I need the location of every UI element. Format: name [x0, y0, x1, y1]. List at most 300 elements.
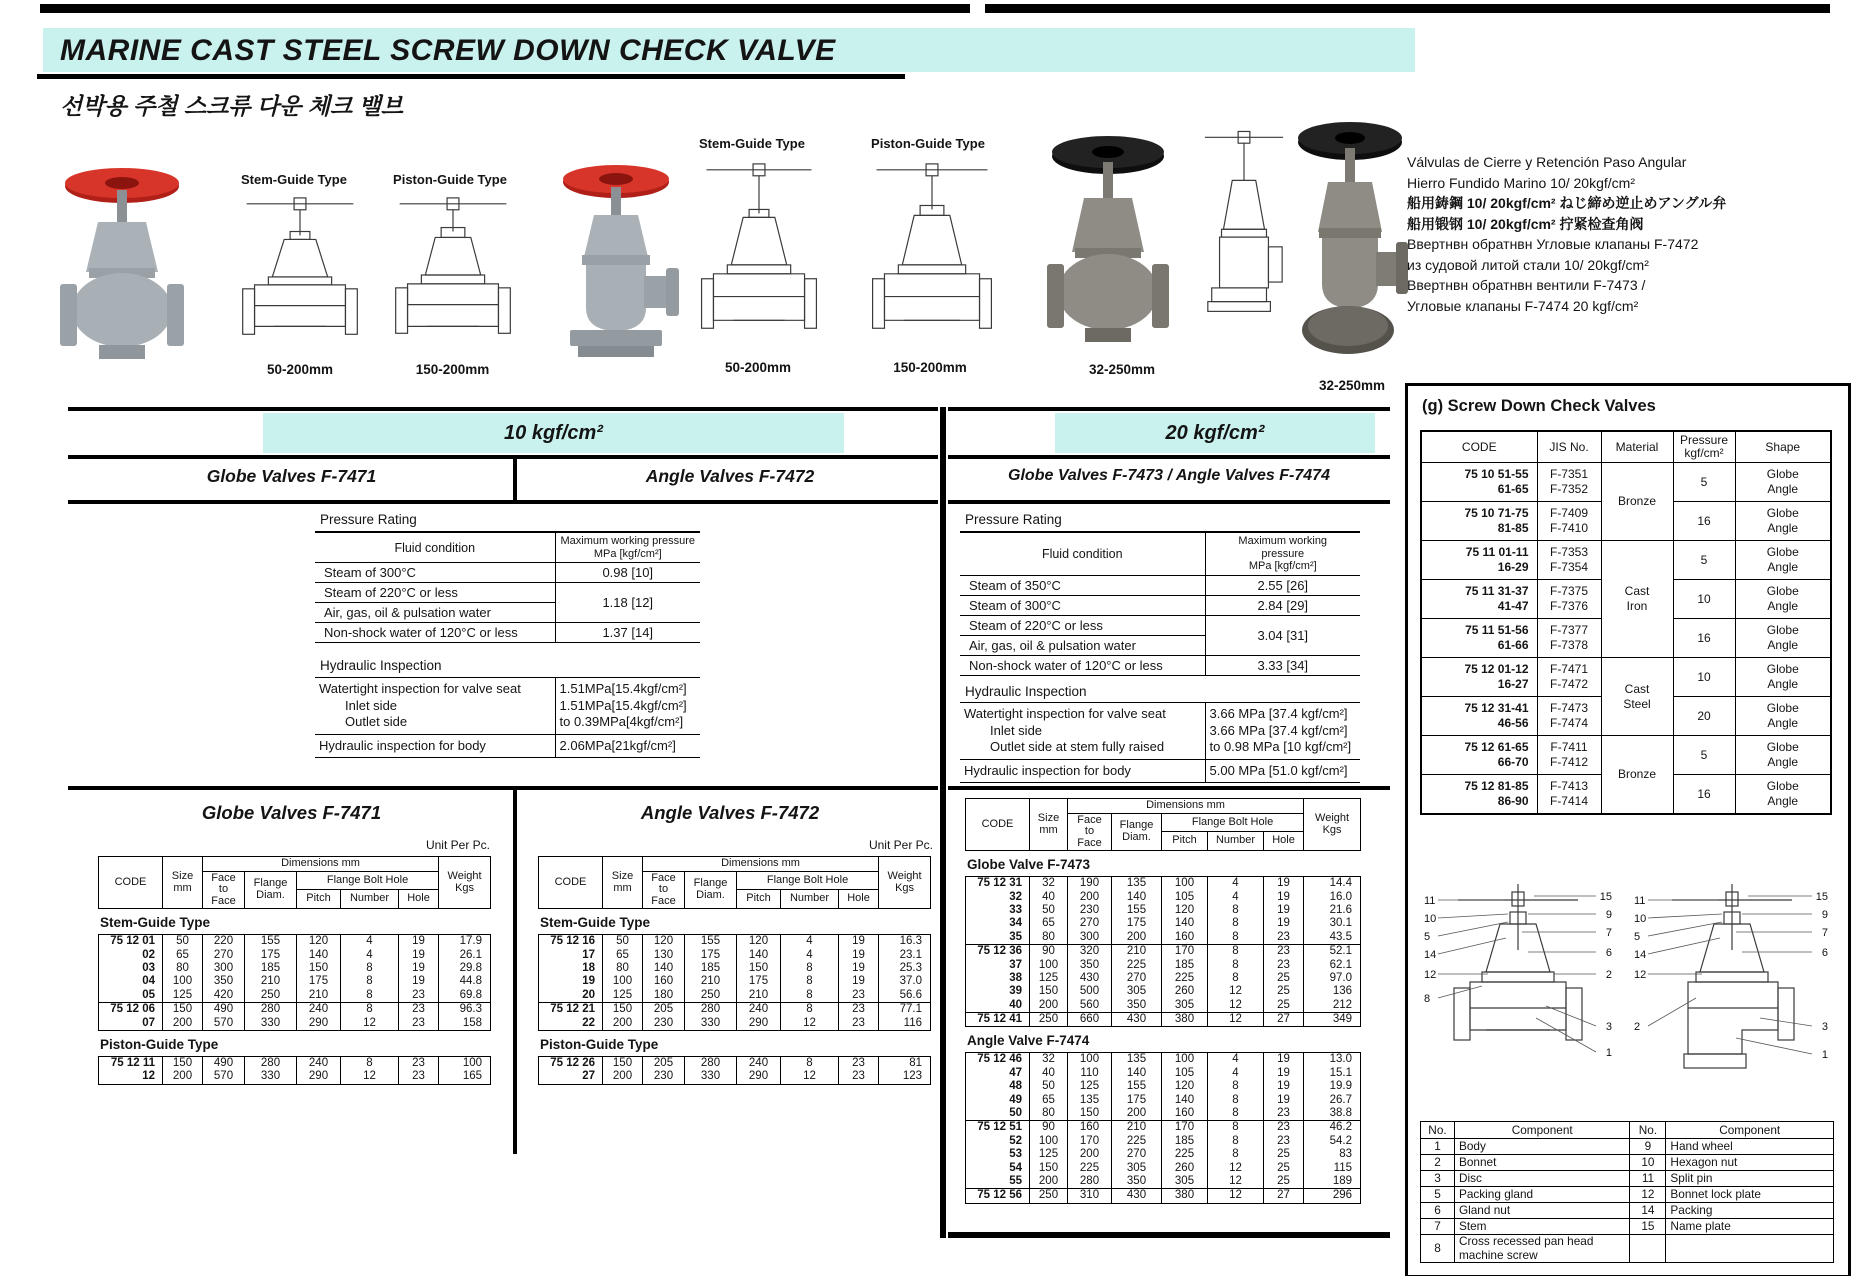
data-cell: 8	[341, 989, 399, 1003]
header-row	[1421, 431, 1831, 463]
callout-number: 5	[1634, 931, 1641, 943]
pressure-cell: 5	[1673, 463, 1735, 502]
text-line: Kgs	[455, 881, 475, 894]
data-cell: 280	[245, 1056, 297, 1070]
table-row	[1421, 658, 1831, 697]
data-cell: 80	[1030, 931, 1068, 945]
unit-per-pc-label: Unit Per Pc.	[425, 838, 490, 852]
text-line: mm	[1039, 823, 1058, 836]
fluid-condition-cell: Steam of 220°C or less	[960, 615, 1205, 635]
pressure-value-cell: 2.84 [29]	[1205, 595, 1360, 615]
text-line: Globe	[1766, 701, 1799, 715]
data-cell: 305	[1162, 1175, 1208, 1189]
text-line: 75 10 51-55	[1464, 467, 1529, 481]
data-cell: 19	[582, 975, 595, 988]
text-line: 5.00 MPa [51.0 kgf/cm²]	[1209, 762, 1348, 778]
text-line: 75 12 31-41	[1464, 701, 1529, 715]
data-cell: 305	[1112, 985, 1162, 998]
data-cell: 210	[685, 975, 737, 988]
text-line: Inlet side	[345, 697, 398, 713]
data-cell: 12	[1208, 1012, 1264, 1026]
intl-line: 船用锻钢 10/ 20kgf/cm² 拧紧检查角阀	[1407, 215, 1644, 232]
callout-number: 11	[1424, 895, 1436, 907]
pressure-rating-title-10: Pressure Rating	[320, 512, 417, 527]
text-line: F-7354	[1549, 560, 1589, 574]
code-cell	[1421, 463, 1537, 502]
pressure-rating-table	[315, 531, 700, 643]
data-cell: 44.8	[439, 975, 491, 988]
table-row	[1421, 541, 1831, 580]
intl-line: Ввертнвн обратнвн вентили F-7473 /	[1407, 277, 1646, 293]
angle-valve-drawing-small	[1200, 120, 1288, 360]
table-row	[1421, 1187, 1834, 1203]
data-cell: 225	[1162, 1148, 1208, 1161]
data-cell: 250	[1030, 1012, 1068, 1026]
text-line: kgf/cm²	[1684, 446, 1724, 460]
fig3-stem-guide-label: Stem-Guide Type	[699, 136, 805, 151]
text-line: Face	[651, 871, 676, 884]
table-row	[1421, 1171, 1834, 1187]
data-cell: 280	[245, 1002, 297, 1016]
data-cell: 200	[1068, 1148, 1112, 1161]
section-divider	[940, 407, 946, 1238]
component-list-table	[1420, 1121, 1834, 1263]
data-cell: 175	[1112, 917, 1162, 930]
table-row	[1421, 463, 1831, 502]
table-row	[539, 1056, 931, 1070]
data-cell: 75 12 06	[99, 1002, 163, 1016]
data-cell: 380	[1162, 1189, 1208, 1203]
data-cell: 69.8	[439, 989, 491, 1003]
callout-number: 1	[1821, 1049, 1828, 1061]
data-cell: 53	[1009, 1148, 1022, 1161]
data-cell: 65	[1030, 1093, 1068, 1106]
component-header: Component	[1454, 1122, 1630, 1139]
intl-line: Válvulas de Cierre y Retención Paso Angular	[1407, 154, 1687, 170]
data-cell: 210	[297, 989, 341, 1003]
data-cell: 26.1	[439, 948, 491, 961]
angle-valve-parts-diagram	[1626, 878, 1838, 1113]
data-cell: 250	[685, 989, 737, 1003]
data-cell: 19	[399, 948, 439, 961]
data-cell: 25	[1264, 1161, 1304, 1174]
flange-diam-header	[1112, 813, 1162, 851]
hole-header: Hole	[1264, 832, 1304, 851]
data-cell: 23	[399, 1016, 439, 1030]
code-cell	[1421, 775, 1537, 815]
data-cell: 4	[1208, 1053, 1264, 1067]
text-line: to	[1084, 825, 1095, 837]
text-line: to 0.39MPa[4kgf/cm²]	[559, 714, 684, 729]
component-name: Hand wheel	[1666, 1139, 1834, 1155]
data-cell: 270	[1112, 1148, 1162, 1161]
table-row	[539, 1070, 931, 1084]
data-cell: 135	[1068, 1093, 1112, 1106]
callout-number: 3	[1605, 1021, 1612, 1033]
code-cell	[1421, 502, 1537, 541]
pressure-rating-title-20: Pressure Rating	[965, 512, 1062, 527]
text-line: Bronze	[1617, 494, 1657, 508]
data-cell: 23	[1264, 958, 1304, 971]
text-line: 3.66 MPa [37.4 kgf/cm²]	[1209, 722, 1348, 738]
text-line: 1.51MPa[15.4kgf/cm²]	[559, 697, 687, 713]
globe-f7471-header: Globe Valves F-7471	[206, 466, 377, 486]
rule	[68, 407, 938, 411]
callout-number: 10	[1634, 913, 1647, 925]
data-cell: 83	[1304, 1148, 1361, 1161]
data-cell: 160	[1068, 1121, 1112, 1135]
dimension-data-table	[965, 1052, 1361, 1203]
data-cell: 8	[1208, 1148, 1264, 1161]
data-cell: 54.2	[1304, 1135, 1361, 1148]
data-cell: 200	[1068, 890, 1112, 903]
text-line: F-7410	[1549, 521, 1589, 535]
jis-cell	[1537, 541, 1601, 580]
table-row	[966, 1093, 1361, 1106]
data-cell: 32	[1030, 1053, 1068, 1067]
pressure-value-cell: 1.37 [14]	[555, 623, 700, 643]
hydraulic-row	[960, 703, 1360, 760]
hydraulic-label-cell	[960, 703, 1205, 760]
fluid-condition-cell: Non-shock water of 120°C or less	[960, 655, 1205, 675]
data-cell: 75 12 51	[966, 1121, 1030, 1135]
rule	[948, 1232, 1390, 1238]
code-cell	[1421, 736, 1537, 775]
table-row	[966, 1053, 1361, 1067]
code-cell	[1421, 541, 1537, 580]
data-cell: 330	[685, 1016, 737, 1030]
data-cell: 205	[643, 1002, 685, 1016]
data-cell: 04	[142, 975, 155, 988]
data-cell: 185	[245, 962, 297, 975]
rule	[948, 455, 1390, 459]
dimension-table-header	[965, 798, 1361, 851]
table-row	[966, 931, 1361, 945]
data-cell: 90	[1030, 1121, 1068, 1135]
shape-cell	[1735, 580, 1831, 619]
data-cell: 120	[1162, 1080, 1208, 1093]
number-header: Number	[781, 890, 839, 909]
dimension-data-table	[98, 934, 491, 1031]
text-line: 3.66 MPa [37.4 kgf/cm²]	[1209, 706, 1348, 721]
fluid-condition-cell: Steam of 350°C	[960, 575, 1205, 595]
text-line: CODE	[114, 875, 147, 888]
table-row	[99, 962, 491, 975]
component-name: Bonnet	[1454, 1155, 1630, 1171]
text-line: Watertight inspection for valve seat	[319, 681, 521, 696]
dimension-data-table	[538, 934, 931, 1031]
table-row	[99, 948, 491, 961]
component-table	[1420, 1121, 1834, 1263]
data-cell: 19	[839, 975, 879, 988]
text-line: F-7351	[1549, 467, 1589, 481]
data-cell: 140	[1112, 1067, 1162, 1080]
text-line: Hydraulic inspection for body	[964, 762, 1131, 778]
data-cell: 350	[1068, 958, 1112, 971]
unit-per-pc-label: Unit Per Pc.	[868, 838, 933, 852]
data-cell: 125	[1030, 1148, 1068, 1161]
data-cell: 160	[1162, 931, 1208, 945]
text-line: 75 12 01-12	[1464, 662, 1529, 676]
text-line: Maximum working	[1238, 535, 1328, 547]
table-row	[966, 917, 1361, 930]
flange-bolt-hole-header: Flange Bolt Hole	[737, 871, 879, 890]
data-cell: 150	[737, 962, 781, 975]
data-cell: 23	[839, 989, 879, 1003]
table-row	[1421, 1155, 1834, 1171]
text-line: F-7376	[1549, 599, 1589, 613]
text-line: Cast	[1624, 681, 1650, 696]
text-line: Globe	[1766, 506, 1799, 520]
component-number: 10	[1630, 1155, 1666, 1171]
table-row	[966, 944, 1361, 958]
data-cell: 165	[439, 1070, 491, 1084]
table-row	[966, 1080, 1361, 1093]
data-cell: 8	[341, 962, 399, 975]
data-cell: 8	[1208, 904, 1264, 917]
data-cell: 200	[603, 1016, 643, 1030]
component-header: Component	[1666, 1122, 1834, 1139]
callout-number: 3	[1821, 1021, 1828, 1033]
data-cell: 185	[1162, 1135, 1208, 1148]
data-cell: 19	[839, 962, 879, 975]
text-line: Face	[211, 871, 236, 884]
data-cell: 200	[163, 1016, 203, 1030]
dimensions-header: Dimensions mm	[203, 857, 439, 872]
text-line: Angle	[1767, 716, 1799, 730]
rule	[948, 500, 1390, 504]
data-cell: 19.9	[1304, 1080, 1361, 1093]
data-cell: 125	[1030, 972, 1068, 985]
rule	[948, 407, 1390, 411]
pressure-row	[960, 655, 1360, 675]
hydraulic-inspection-table	[960, 702, 1360, 783]
jis-header: JIS No.	[1537, 431, 1601, 463]
data-cell: 150	[163, 1056, 203, 1070]
flange-diam-header	[245, 871, 297, 909]
data-cell: 65	[603, 948, 643, 961]
guide-type-label: Piston-Guide Type	[540, 1036, 659, 1052]
data-cell: 225	[1162, 972, 1208, 985]
data-cell: 19	[1264, 1093, 1304, 1106]
piston-guide-drawing-2	[868, 154, 996, 354]
data-cell: 23	[399, 1056, 439, 1070]
table-row	[966, 972, 1361, 985]
data-cell: 02	[142, 948, 155, 961]
data-cell: 23	[1264, 931, 1304, 945]
data-cell: 12	[341, 1070, 399, 1084]
text-line: Hydraulic inspection for body	[319, 737, 486, 753]
callout-number: 14	[1634, 949, 1647, 961]
component-name: Name plate	[1666, 1219, 1834, 1235]
data-cell: 4	[341, 935, 399, 949]
data-cell: 19	[1264, 1053, 1304, 1067]
pressure-cell: 10	[1673, 580, 1735, 619]
data-cell: 32	[1030, 877, 1068, 891]
data-cell: 125	[163, 989, 203, 1003]
data-cell: 8	[341, 1056, 399, 1070]
guide-type-label: Stem-Guide Type	[100, 915, 211, 930]
data-cell: 40	[1030, 890, 1068, 903]
data-cell: 29.8	[439, 962, 491, 975]
pressure-rating-table-20	[960, 531, 1360, 676]
data-cell: 300	[1068, 931, 1112, 945]
number-header: Number	[1208, 832, 1264, 851]
data-cell: 48	[1009, 1080, 1022, 1093]
data-cell: 39	[1009, 985, 1022, 998]
data-cell: 23	[1264, 1107, 1304, 1121]
component-name: Bonnet lock plate	[1666, 1187, 1834, 1203]
component-name: Body	[1454, 1139, 1630, 1155]
intl-line: из судовой литой стали 10/ 20kgf/cm²	[1407, 256, 1649, 273]
top-scan-bar-left	[40, 4, 970, 13]
text-line: Angle	[1767, 599, 1799, 613]
data-cell: 35	[1009, 930, 1022, 943]
text-line: F-7352	[1549, 482, 1589, 496]
text-line: Weight	[447, 870, 482, 882]
text-line: CODE	[554, 875, 587, 888]
fluid-condition-header: Fluid condition	[315, 532, 555, 563]
fig1-size-label: 50-200mm	[266, 362, 334, 377]
fig4-piston-guide-label: Piston-Guide Type	[871, 136, 985, 151]
code-cell	[1421, 619, 1537, 658]
text-line: F-7412	[1549, 755, 1589, 769]
shape-cell	[1735, 658, 1831, 697]
data-cell: 150	[1068, 1107, 1112, 1121]
table-row	[99, 1016, 491, 1030]
text-line: F-7474	[1549, 716, 1589, 730]
data-cell: 140	[643, 962, 685, 975]
dimension-data-table	[538, 1056, 931, 1085]
table-row	[966, 877, 1361, 891]
data-cell: 20	[582, 988, 595, 1001]
hydraulic-value-cell	[1205, 703, 1360, 760]
text-line: Globe	[1766, 545, 1799, 559]
data-cell: 105	[1162, 1067, 1208, 1080]
f7473-f7474-dimension-table	[965, 798, 1360, 1204]
text-line: 61-65	[1497, 482, 1529, 496]
data-cell: 8	[1208, 1080, 1264, 1093]
data-cell: 75 12 21	[539, 1002, 603, 1016]
data-cell: 19	[1264, 917, 1304, 930]
shape-cell	[1735, 463, 1831, 502]
data-cell: 123	[879, 1070, 931, 1084]
data-cell: 19	[839, 935, 879, 949]
text-line: Outlet side	[345, 714, 408, 729]
data-cell: 8	[781, 962, 839, 975]
table-row	[1421, 1203, 1834, 1219]
data-cell: 100	[439, 1056, 491, 1070]
intl-line: Ввертнвн обратнвн Угловые клапаны F-7472	[1407, 236, 1699, 252]
material-cell	[1601, 658, 1673, 736]
data-cell: 280	[685, 1056, 737, 1070]
component-name: Packing	[1666, 1203, 1834, 1219]
data-cell: 81	[879, 1056, 931, 1070]
globe-valve-photo-black	[1046, 126, 1201, 358]
component-number: 6	[1421, 1203, 1455, 1219]
data-cell: 80	[163, 962, 203, 975]
data-cell: 330	[685, 1070, 737, 1084]
hydraulic-title-10: Hydraulic Inspection	[320, 658, 442, 673]
page-title: MARINE CAST STEEL SCREW DOWN CHECK VALVE	[60, 34, 836, 67]
divider	[513, 786, 517, 1154]
flange-diam-header	[685, 871, 737, 909]
data-cell: 26.7	[1304, 1093, 1361, 1106]
table-row	[99, 1070, 491, 1084]
data-cell: 21.6	[1304, 904, 1361, 917]
flange-bolt-hole-header: Flange Bolt Hole	[297, 871, 439, 890]
data-cell: 19	[399, 935, 439, 949]
data-cell: 125	[603, 989, 643, 1003]
data-cell: 120	[643, 935, 685, 949]
text-line: Globe	[1766, 467, 1799, 481]
data-cell: 19	[1264, 1067, 1304, 1080]
pressure-row	[315, 563, 700, 583]
text-line: F-7414	[1549, 794, 1589, 808]
data-cell: 200	[1030, 1175, 1068, 1189]
component-number: 11	[1630, 1171, 1666, 1187]
component-name	[1666, 1235, 1834, 1263]
code-cell	[1421, 580, 1537, 619]
component-number: 14	[1630, 1203, 1666, 1219]
data-cell: 52.1	[1304, 944, 1361, 958]
jis-cell	[1537, 736, 1601, 775]
header-row	[539, 857, 931, 872]
data-cell: 280	[685, 1002, 737, 1016]
data-cell: 23	[399, 989, 439, 1003]
data-cell: 37	[1009, 958, 1022, 971]
data-cell: 8	[341, 1002, 399, 1016]
text-line: Watertight inspection for valve seat	[964, 706, 1166, 721]
data-cell: 96.3	[439, 1002, 491, 1016]
pressure-band-10: 10 kgf/cm²	[263, 413, 844, 453]
text-line: Angle	[1767, 560, 1799, 574]
data-cell: 300	[203, 962, 245, 975]
data-cell: 27	[1264, 1012, 1304, 1026]
dimension-table-header	[538, 856, 931, 909]
data-cell: 270	[203, 948, 245, 961]
hydraulic-row	[315, 734, 700, 758]
hole-header: Hole	[839, 890, 879, 909]
max-pressure-header	[1205, 532, 1360, 575]
shape-cell	[1735, 697, 1831, 736]
data-cell: 19	[1264, 904, 1304, 917]
data-cell: 175	[1112, 1093, 1162, 1106]
text-line: Diam.	[256, 888, 285, 901]
component-number: 3	[1421, 1171, 1455, 1187]
hole-header: Hole	[399, 890, 439, 909]
hydraulic-label-cell	[315, 678, 555, 735]
weight-header	[439, 857, 491, 909]
text-line: Globe	[1766, 584, 1799, 598]
text-line: CODE	[981, 817, 1014, 830]
dimension-table-header	[98, 856, 491, 909]
data-cell: 50	[163, 935, 203, 949]
jis-cell	[1537, 502, 1601, 541]
data-cell: 305	[1162, 999, 1208, 1013]
shape-cell	[1735, 502, 1831, 541]
table-row	[539, 1016, 931, 1030]
data-cell: 8	[1208, 958, 1264, 971]
table-row	[1421, 736, 1831, 775]
table-row	[966, 1067, 1361, 1080]
data-cell: 200	[163, 1070, 203, 1084]
hydraulic-value-cell	[1205, 759, 1360, 783]
data-cell: 12	[781, 1016, 839, 1030]
intl-line: Hierro Fundido Marino 10/ 20kgf/cm²	[1407, 174, 1635, 191]
component-number: 2	[1421, 1155, 1455, 1171]
data-cell: 185	[1162, 958, 1208, 971]
